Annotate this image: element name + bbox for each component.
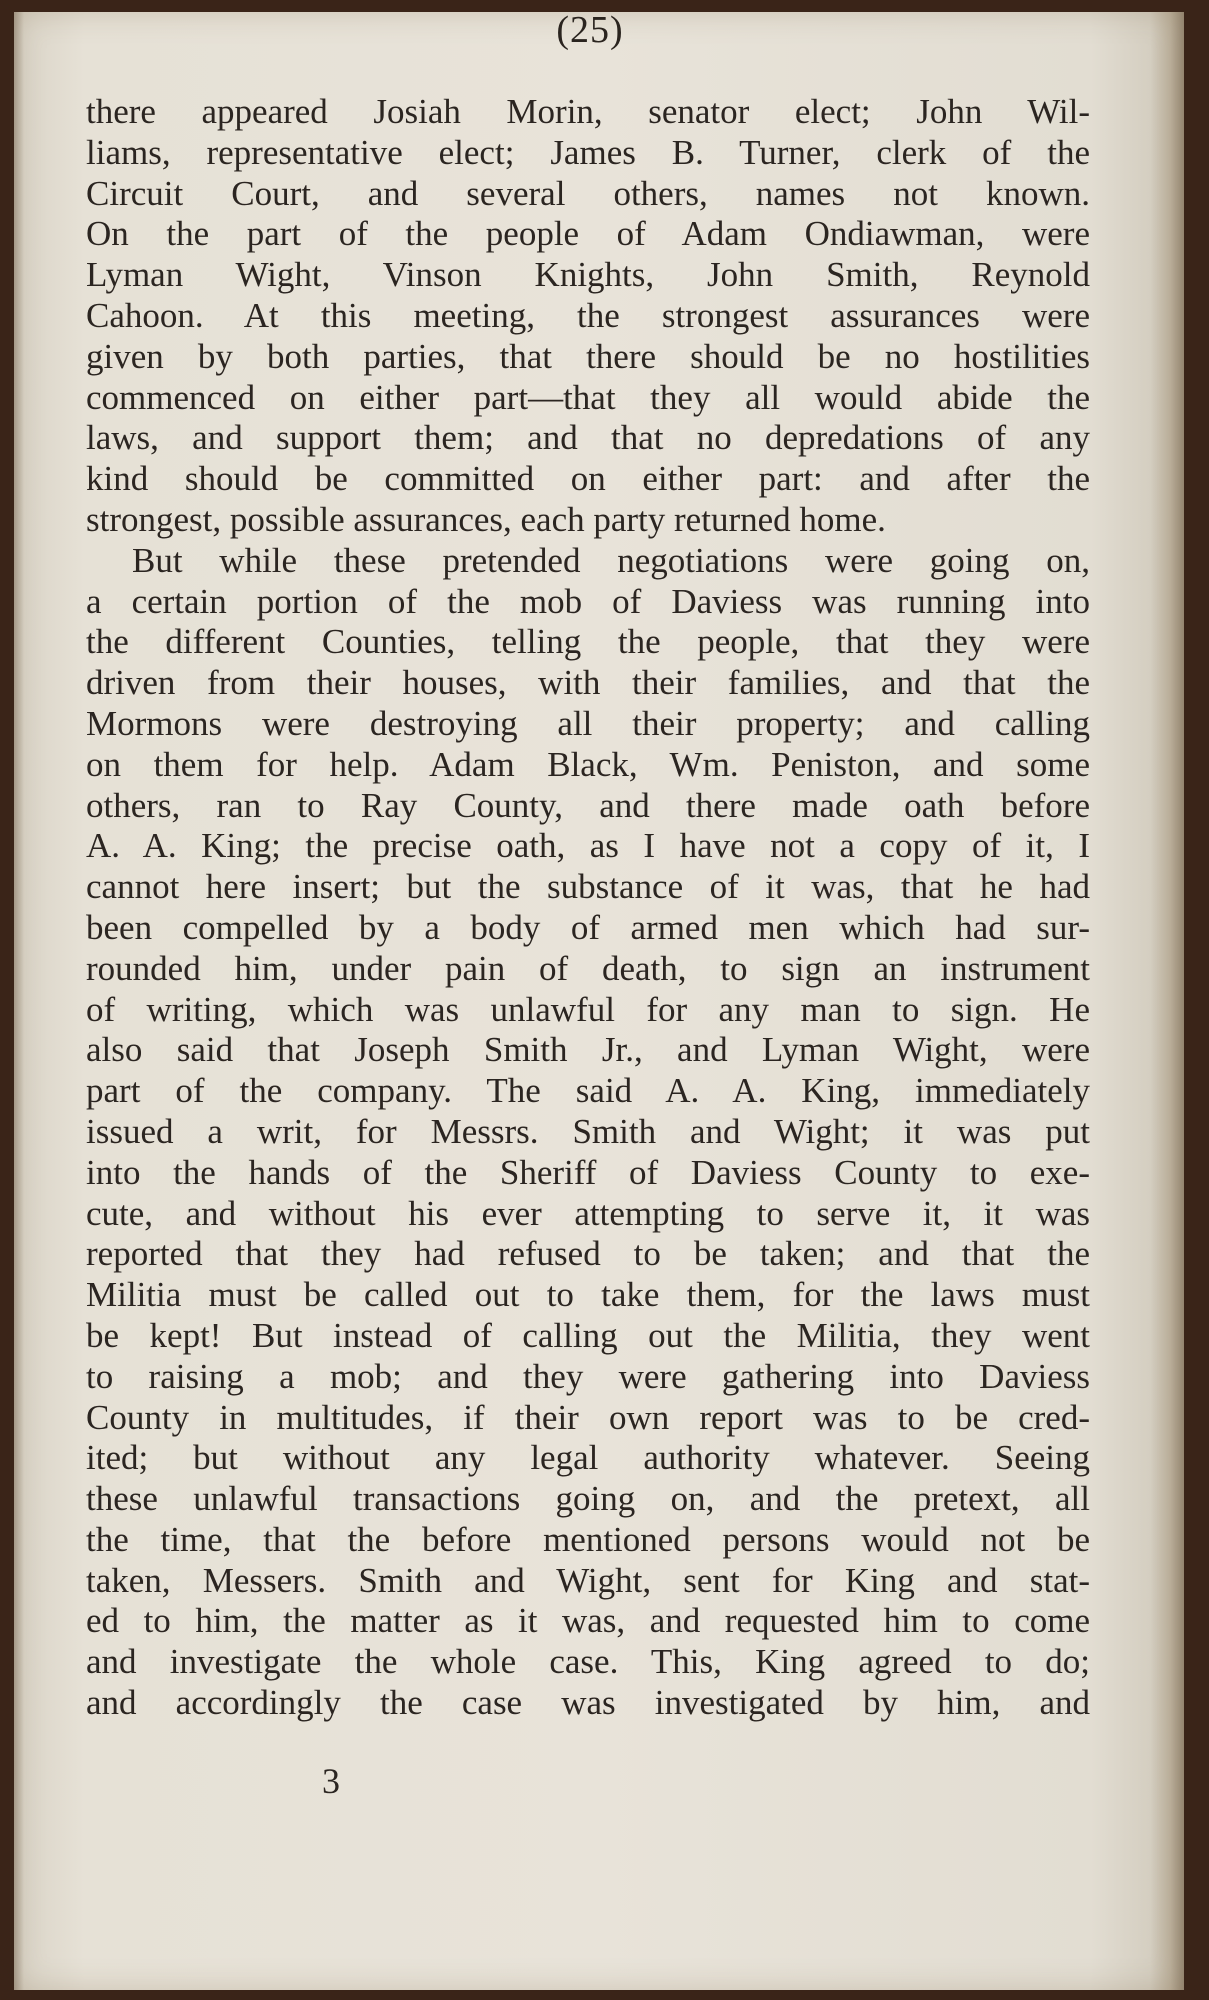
- text-line: reported that they had refused to be taken; and that the: [86, 1234, 1090, 1274]
- text-line: strongest, possible assurances, each party returned home.: [86, 499, 886, 539]
- text-line: there appeared Josiah Morin, senator elect; John Wil-: [86, 92, 1090, 131]
- text-line: cute, and without his ever attempting to serve it, it was: [86, 1193, 1090, 1233]
- text-line: A. A. King; the precise oath, as I have not a copy of it, I: [86, 826, 1090, 866]
- text-line: Circuit Court, and several others, names not known.: [86, 173, 1090, 213]
- text-line: taken, Messers. Smith and Wight, sent for King and stat-: [86, 1560, 1090, 1600]
- text-line: on them for help. Adam Black, Wm. Peniston, and some: [86, 744, 1090, 784]
- page-number: (25): [556, 9, 624, 51]
- text-line: kind should be committed on either part: and after the: [86, 459, 1090, 499]
- text-line: of writing, which was unlawful for any man to sign. He: [86, 989, 1090, 1029]
- body-text: [86, 92, 1090, 1724]
- text-line: the different Counties, telling the people, that they were: [86, 622, 1090, 662]
- text-line: also said that Joseph Smith Jr., and Lyman Wight, were: [86, 1030, 1090, 1070]
- page-edge-shadow: [1150, 12, 1184, 1990]
- text-line: issued a writ, for Messrs. Smith and Wight; it was put: [86, 1111, 1090, 1151]
- text-line: ed to him, the matter as it was, and requested him to come: [86, 1601, 1090, 1641]
- text-line: be kept! But instead of calling out the Militia, they went: [86, 1315, 1090, 1355]
- text-line: driven from their houses, with their families, and that the: [86, 663, 1090, 703]
- text-line: part of the company. The said A. A. King, immediately: [86, 1071, 1090, 1111]
- paragraph-start-line: But while these pretended negotiations were going on,: [132, 540, 1090, 580]
- page-binding-shadow: [14, 12, 24, 1990]
- text-line: given by both parties, that there should be no hostilities: [86, 336, 1090, 376]
- text-line: Cahoon. At this meeting, the strongest assurances were: [86, 295, 1090, 335]
- text-line: into the hands of the Sheriff of Daviess County to exe-: [86, 1152, 1090, 1192]
- signature-mark: 3: [322, 1761, 340, 1801]
- text-line: commenced on either part—that they all would abide the: [86, 377, 1090, 417]
- text-line: Lyman Wight, Vinson Knights, John Smith, Reynold: [86, 255, 1090, 295]
- text-line: a certain portion of the mob of Daviess was running into: [86, 581, 1090, 621]
- text-line: Militia must be called out to take them, for the laws must: [86, 1275, 1090, 1315]
- text-line: On the part of the people of Adam Ondiawman, were: [86, 214, 1090, 254]
- text-line: and investigate the whole case. This, King agreed to do;: [86, 1642, 1090, 1682]
- text-line: the time, that the before mentioned persons would not be: [86, 1519, 1090, 1559]
- text-line: County in multitudes, if their own report was to be cred-: [86, 1397, 1090, 1437]
- text-line: been compelled by a body of armed men which had sur-: [86, 907, 1090, 947]
- text-line: laws, and support them; and that no depredations of any: [86, 418, 1090, 458]
- text-line: and accordingly the case was investigated by him, and: [86, 1683, 1090, 1723]
- text-line: cannot here insert; but the substance of it was, that he had: [86, 867, 1090, 907]
- text-line: ited; but without any legal authority whatever. Seeing: [86, 1438, 1090, 1478]
- text-line: rounded him, under pain of death, to sign an instrument: [86, 948, 1090, 988]
- text-line: others, ran to Ray County, and there made oath before: [86, 785, 1090, 825]
- text-line: these unlawful transactions going on, and the pretext, all: [86, 1479, 1090, 1519]
- text-line: Mormons were destroying all their property; and calling: [86, 703, 1090, 743]
- text-line: liams, representative elect; James B. Turner, clerk of the: [86, 132, 1090, 172]
- text-line: to raising a mob; and they were gathering into Daviess: [86, 1356, 1090, 1396]
